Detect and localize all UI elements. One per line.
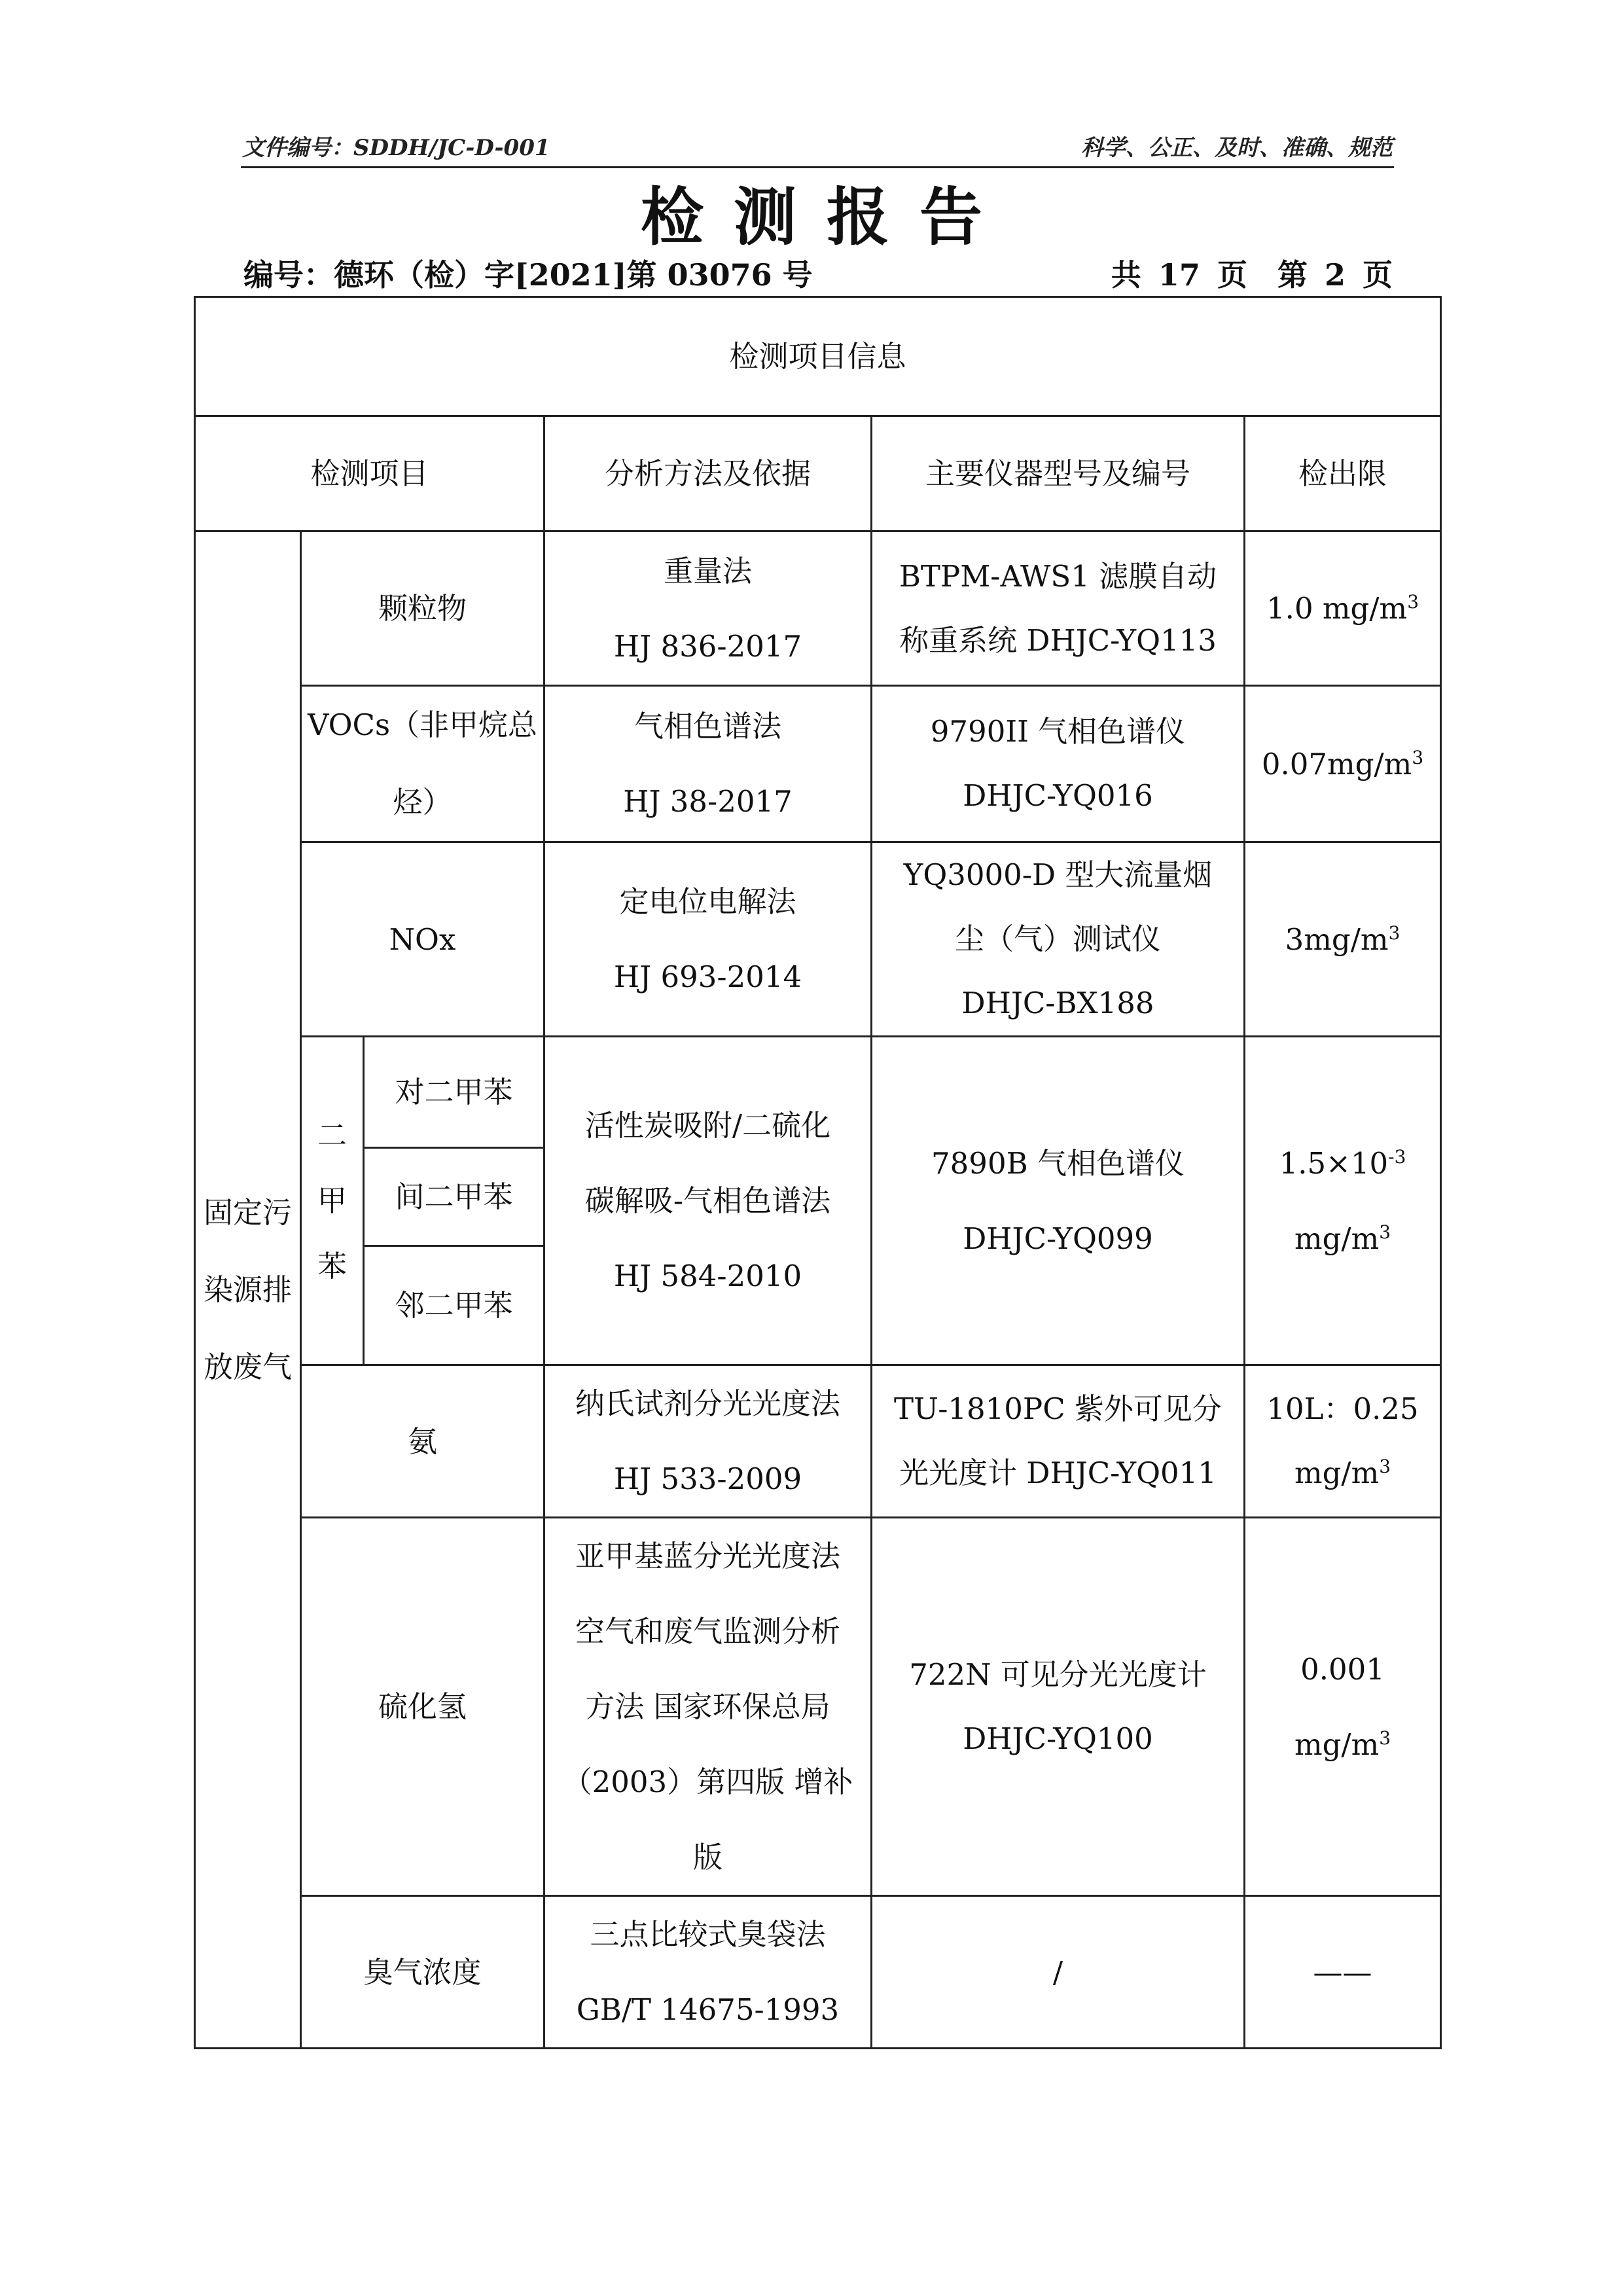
row-method: 定电位电解法 HJ 693-2014 — [544, 842, 872, 1037]
row-limit: 0.001 $mg/m^3$ — [1245, 1518, 1441, 1896]
row-item: 氨 — [301, 1365, 544, 1518]
row-item: 颗粒物 — [301, 531, 544, 686]
row-limit: 10L：0.25 $mg/m^3$ — [1245, 1365, 1441, 1518]
page-counter: 共 17 页 第 2 页 — [1111, 257, 1393, 293]
row-method: 气相色谱法 HJ 38-2017 — [544, 686, 872, 842]
row-method: 重量法 HJ 836-2017 — [544, 531, 872, 686]
row-item: 臭气浓度 — [301, 1896, 544, 2049]
xylene-method: 活性炭吸附/二硫化 碳解吸-气相色谱法 HJ 584-2010 — [544, 1037, 872, 1365]
col-header-item: 检测项目 — [195, 416, 544, 531]
row-instrument: 722N 可见分光光度计 DHJC-YQ100 — [872, 1518, 1245, 1896]
row-item: VOCs（非甲烷总烃） — [301, 686, 544, 842]
motto: 科学、公正、及时、准确、规范 — [1081, 135, 1393, 161]
col-header-method: 分析方法及依据 — [544, 416, 872, 531]
xylene-instrument: 7890B 气相色谱仪 DHJC-YQ099 — [872, 1037, 1245, 1365]
row-item: 邻二甲苯 — [364, 1246, 544, 1365]
row-limit: $3mg/m^3$ — [1245, 842, 1441, 1037]
row-item: 间二甲苯 — [364, 1148, 544, 1246]
row-item: 硫化氢 — [301, 1518, 544, 1896]
col-header-instrument: 主要仪器型号及编号 — [872, 416, 1245, 531]
report-number: 编号：德环（检）字[2021]第 03076 号 — [243, 257, 813, 293]
xylene-limit: $1.5\times 10^{-3}$ $mg/m^3$ — [1245, 1037, 1441, 1365]
row-limit: 1.0 $mg/m^3$ — [1245, 531, 1441, 686]
detection-info-table — [194, 296, 1442, 2049]
category-cell: 固定污染源排放废气 — [195, 531, 301, 2049]
row-item: NOx — [301, 842, 544, 1037]
row-instrument: / — [872, 1896, 1245, 2049]
row-item: 对二甲苯 — [364, 1037, 544, 1148]
row-limit: —— — [1245, 1896, 1441, 2049]
row-instrument: 9790II 气相色谱仪 DHJC-YQ016 — [872, 686, 1245, 842]
row-instrument: YQ3000-D 型大流量烟 尘（气）测试仪 DHJC-BX188 — [872, 842, 1245, 1037]
row-limit: $0.07mg/m^3$ — [1245, 686, 1441, 842]
report-title: 检测报告 — [641, 180, 1012, 254]
row-instrument: BTPM-AWS1 滤膜自动 称重系统 DHJC-YQ113 — [872, 531, 1245, 686]
table-caption: 检测项目信息 — [195, 297, 1441, 416]
row-method: 亚甲基蓝分光光度法 空气和废气监测分析 方法 国家环保总局 （2003）第四版 增补 版 — [544, 1518, 872, 1896]
row-method: 三点比较式臭袋法 GB/T 14675-1993 — [544, 1896, 872, 2049]
row-method: 纳氏试剂分光光度法 HJ 533-2009 — [544, 1365, 872, 1518]
xylene-group-cell: 二甲苯 — [301, 1037, 364, 1365]
col-header-limit: 检出限 — [1245, 416, 1441, 531]
row-instrument: TU-1810PC 紫外可见分 光光度计 DHJC-YQ011 — [872, 1365, 1245, 1518]
file-number: 文件编号：SDDH/JC-D-001 — [242, 135, 550, 161]
